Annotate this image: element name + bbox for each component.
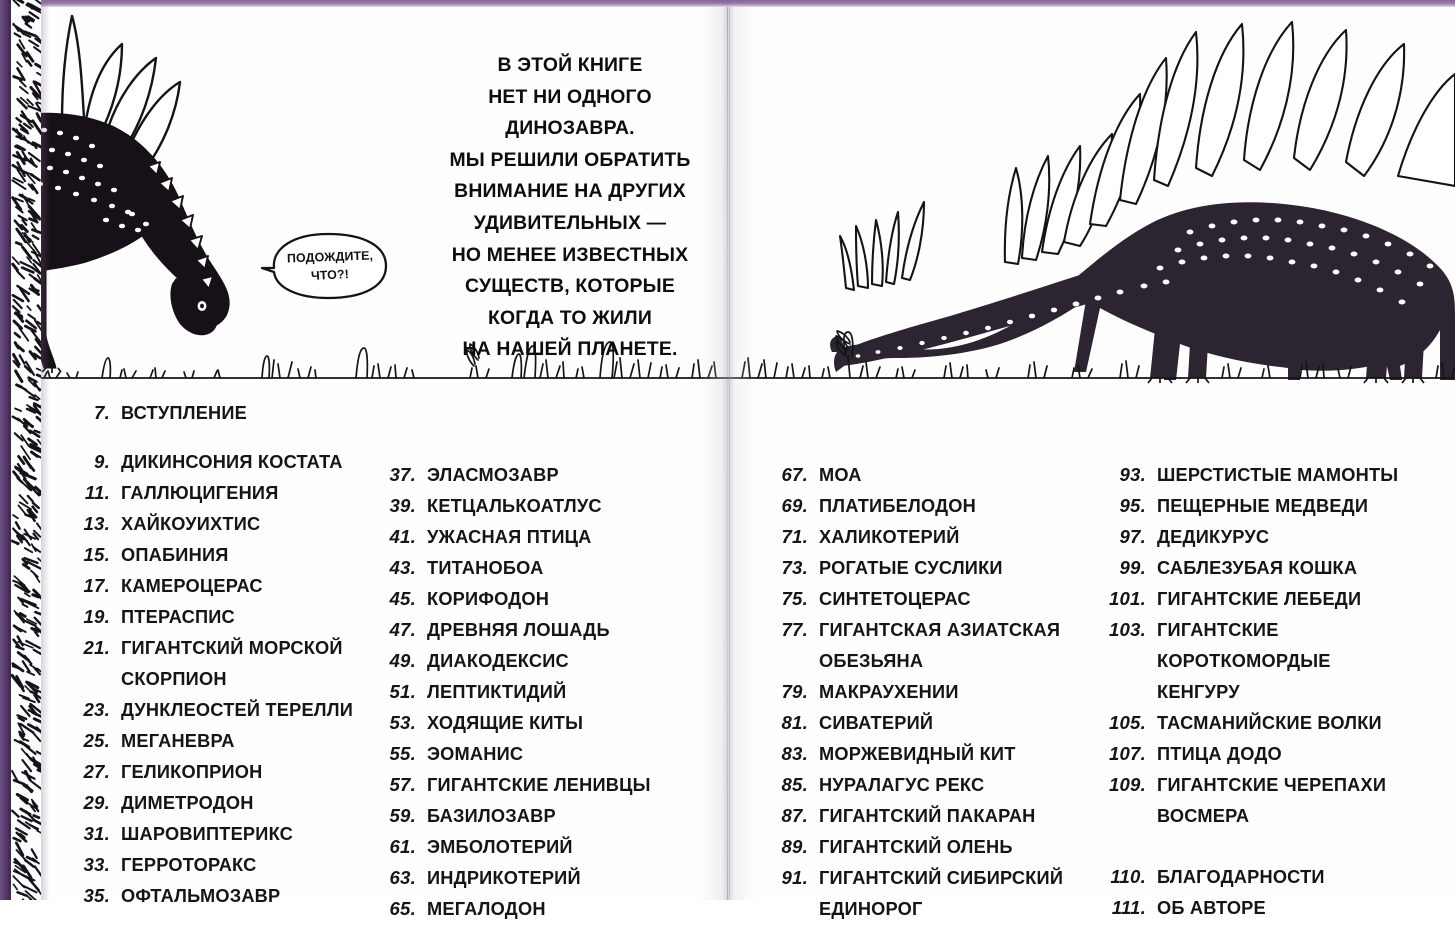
toc-page-number: 33. [83, 853, 110, 875]
toc-page-number: 87. [781, 805, 808, 826]
toc-entry[interactable] [62, 540, 362, 571]
toc-entry-label: ДУНКЛЕОСТЕЙ ТЕРЕЛЛИ [121, 699, 354, 720]
toc-entry-label: ПЕЩЕРНЫЕ МЕДВЕДИ [1157, 496, 1369, 516]
toc-entry[interactable] [1090, 893, 1430, 924]
toc-column-4 [1090, 442, 1430, 924]
toc-entry-label: ВСТУПЛЕНИЕ [121, 403, 248, 423]
toc-entry-label: ОПАБИНИЯ [121, 544, 229, 565]
toc-entry-label: ГИГАНТСКИЕ [1157, 620, 1279, 640]
toc-entry-label: ПТИЦА ДОДО [1157, 744, 1282, 764]
toc-entry[interactable] [760, 615, 1080, 646]
toc-entry-label: САБЛЕЗУБАЯ КОШКА [1157, 558, 1358, 578]
toc-entry[interactable] [368, 739, 668, 770]
intro-line-5: ВНИМАНИЕ НА ДРУГИХ [454, 180, 686, 203]
toc-entry[interactable] [1090, 646, 1430, 677]
toc-page-number: 17. [83, 574, 110, 596]
toc-entry-label: КОРОТКОМОРДЫЕ [1157, 651, 1331, 671]
toc-entry-label: МАКРАУХЕНИИ [819, 682, 959, 702]
intro-line-8: СУЩЕСТВ, КОТОРЫЕ [465, 275, 675, 298]
toc-page-number: 11. [84, 481, 110, 503]
toc-page-number: 25. [83, 729, 110, 751]
toc-entry[interactable] [760, 863, 1080, 894]
toc-page-number: 47. [389, 619, 416, 640]
toc-entry[interactable] [62, 819, 362, 850]
toc-entry-label: ПТЕРАСПИС [121, 606, 235, 627]
toc-entry-label: ГЕРРОТОРАКС [121, 854, 257, 875]
toc-entry-label: ШАРОВИПТЕРИКС [121, 823, 294, 844]
toc-entry-label: ЭЛАСМОЗАВР [427, 465, 559, 485]
toc-page-number: 9. [94, 450, 110, 472]
toc-entry[interactable] [760, 584, 1080, 615]
toc-page-number: 109. [1108, 774, 1146, 795]
toc-entry[interactable] [368, 801, 668, 832]
toc-entry[interactable] [62, 664, 362, 695]
toc-page-number: 49. [389, 650, 416, 671]
toc-entry-label: ГАЛЛЮЦИГЕНИЯ [121, 482, 279, 503]
toc-entry-label: ГИГАНТСКИЕ ЧЕРЕПАХИ [1157, 775, 1387, 795]
toc-entry-label: ДИАКОДЕКСИС [427, 651, 569, 671]
toc-entry[interactable] [760, 832, 1080, 863]
toc-page-number: 7. [94, 402, 110, 423]
toc-page-number: 15. [83, 543, 110, 565]
cover-hatch-pattern [11, 0, 41, 900]
toc-page-number: 111. [1111, 896, 1146, 918]
toc-column-3 [760, 442, 1080, 925]
toc-entry[interactable] [760, 677, 1080, 708]
toc-page-number: 79. [781, 681, 808, 702]
toc-entry[interactable] [760, 522, 1080, 553]
toc-page-number: 13. [83, 512, 110, 534]
toc-page-number: 37. [389, 464, 416, 485]
toc-entry[interactable] [62, 478, 362, 509]
toc-entry-label: МЕГАНЕВРА [121, 730, 235, 751]
toc-entry-label: ЕДИНОРОГ [819, 899, 923, 919]
toc-entry[interactable] [62, 602, 362, 633]
toc-entry[interactable] [368, 770, 668, 801]
toc-entry[interactable] [62, 571, 362, 602]
toc-entry-label: БЛАГОДАРНОСТИ [1157, 866, 1325, 887]
toc-entry-label: ЭОМАНИС [427, 744, 524, 764]
toc-entry-label: ГИГАНТСКИЕ ЛЕНИВЦЫ [427, 775, 651, 795]
bubble-line-2: ЧТО?! [310, 266, 350, 283]
toc-entry-label: УЖАСНАЯ ПТИЦА [427, 527, 592, 547]
book-gutter-line [727, 0, 728, 900]
toc-column-2 [368, 442, 668, 925]
toc-entry[interactable] [62, 509, 362, 540]
toc-page-number: 95. [1119, 495, 1146, 516]
toc-entry-label: СИНТЕТОЦЕРАС [819, 589, 971, 609]
toc-entry[interactable] [1090, 862, 1430, 893]
toc-entry[interactable] [1090, 770, 1430, 801]
toc-page-number: 61. [389, 836, 416, 857]
toc-entry[interactable] [1090, 522, 1430, 553]
toc-entry-label: РОГАТЫЕ СУСЛИКИ [819, 558, 1003, 578]
cover-hatch-fade [41, 0, 50, 900]
toc-entry[interactable] [368, 832, 668, 863]
toc-entry-label: ОБЕЗЬЯНА [819, 651, 924, 671]
right-page-edge [729, 5, 730, 900]
intro-line-1: В ЭТОЙ КНИГЕ [497, 54, 643, 76]
toc-entry-label: ШЕРСТИСТЫЕ МАМОНТЫ [1157, 465, 1399, 485]
toc-page-number: 21. [83, 636, 110, 658]
toc-entry[interactable] [62, 633, 362, 664]
toc-page-number: 45. [389, 588, 416, 609]
toc-entry-label: ИНДРИКОТЕРИЙ [427, 868, 581, 888]
toc-page-number: 99. [1119, 557, 1146, 578]
toc-entry[interactable] [760, 739, 1080, 770]
toc-page-number: 81. [781, 712, 808, 733]
toc-entry[interactable] [368, 863, 668, 894]
toc-entry-label: ОФТАЛЬМОЗАВР [121, 885, 281, 906]
toc-entry-label: СИВАТЕРИЙ [819, 713, 934, 733]
toc-page-number: 83. [781, 743, 808, 764]
toc-page-number: 53. [389, 712, 416, 733]
intro-line-2: НЕТ НИ ОДНОГО [488, 85, 652, 108]
toc-entry[interactable] [760, 770, 1080, 801]
toc-entry[interactable] [368, 677, 668, 708]
toc-entry-label: ГИГАНТСКИЙ СИБИРСКИЙ [819, 868, 1064, 888]
toc-entry-label: ВОСМЕРА [1157, 806, 1250, 826]
toc-entry-label: КОРИФОДОН [427, 589, 550, 609]
toc-page-number: 35. [83, 884, 110, 906]
toc-entry-label: ХАЙКОУИХТИС [121, 513, 261, 534]
toc-entry[interactable] [62, 398, 362, 429]
toc-entry-label: ХОДЯЩИЕ КИТЫ [427, 713, 584, 733]
toc-entry[interactable] [62, 788, 362, 819]
toc-entry[interactable] [368, 584, 668, 615]
toc-entry-label: МОРЖЕВИДНЫЙ КИТ [819, 744, 1016, 764]
toc-entry[interactable] [760, 491, 1080, 522]
intro-line-6: УДИВИТЕЛЬНЫХ — [473, 211, 667, 234]
toc-entry-label: ПЛАТИБЕЛОДОН [819, 496, 976, 516]
toc-entry-label: ТИТАНОБОА [427, 558, 544, 578]
toc-entry[interactable] [62, 695, 362, 726]
toc-entry[interactable] [1090, 739, 1430, 770]
toc-page-number: 97. [1119, 526, 1146, 547]
toc-entry-label: ТАСМАНИЙСКИЕ ВОЛКИ [1157, 713, 1382, 733]
toc-page-number: 67. [781, 464, 808, 485]
toc-page-number: 55. [389, 743, 416, 764]
toc-entry[interactable] [62, 850, 362, 881]
toc-page-number: 71. [781, 526, 808, 547]
toc-entry-label: КАМЕРОЦЕРАС [121, 575, 263, 596]
toc-entry[interactable] [1090, 460, 1430, 491]
cover-top-edge [0, 0, 1455, 7]
toc-entry-label: ГИГАНТСКИЕ ЛЕБЕДИ [1157, 589, 1362, 609]
toc-entry-label: НУРАЛАГУС РЕКС [819, 775, 985, 795]
toc-page-number: 31. [83, 822, 110, 844]
toc-page-number: 93. [1119, 464, 1146, 485]
toc-entry[interactable] [368, 646, 668, 677]
toc-page-number: 19. [83, 605, 110, 627]
toc-entry[interactable] [1090, 708, 1430, 739]
toc-entry[interactable] [62, 757, 362, 788]
toc-page-number: 105. [1108, 712, 1146, 733]
toc-column-1 [62, 398, 362, 912]
toc-entry[interactable] [62, 881, 362, 912]
toc-entry[interactable] [1090, 801, 1430, 832]
intro-line-9: КОГДА ТО ЖИЛИ [488, 306, 652, 329]
toc-entry-label: МОА [819, 465, 862, 485]
toc-entry[interactable] [368, 553, 668, 584]
toc-page-number: 110. [1110, 865, 1146, 887]
toc-entry-label: ОБ АВТОРЕ [1157, 897, 1266, 918]
toc-page-number: 27. [83, 760, 110, 782]
intro-paragraph [420, 50, 720, 366]
toc-page-number: 73. [781, 557, 808, 578]
toc-page-number: 91. [781, 867, 808, 888]
toc-entry[interactable] [368, 491, 668, 522]
toc-page-number: 39. [389, 495, 416, 516]
toc-entry[interactable] [760, 553, 1080, 584]
toc-page-number: 103. [1108, 619, 1146, 640]
toc-entry-label: ГИГАНТСКАЯ АЗИАТСКАЯ [819, 620, 1061, 640]
cover-spine-edge [0, 0, 11, 900]
intro-line-3: ДИНОЗАВРА. [505, 117, 635, 140]
toc-entry[interactable] [1090, 553, 1430, 584]
toc-entry-label: СКОРПИОН [121, 668, 227, 689]
toc-entry[interactable] [760, 894, 1080, 925]
toc-page-number: 101. [1108, 588, 1146, 609]
toc-entry[interactable] [1090, 615, 1430, 646]
toc-page-number: 41. [389, 526, 416, 547]
toc-page-number: 75. [781, 588, 808, 609]
toc-entry[interactable] [760, 646, 1080, 677]
intro-line-10: НА НАШЕЙ ПЛАНЕТЕ. [462, 338, 678, 361]
toc-entry-label: КЕТЦАЛЬКОАТЛУС [427, 496, 602, 516]
intro-line-7: НО МЕНЕЕ ИЗВЕСТНЫХ [451, 243, 689, 266]
toc-entry-label: ГИГАНТСКИЙ МОРСКОЙ [121, 637, 343, 658]
toc-entry-label: ЛЕПТИКТИДИЙ [427, 682, 567, 702]
toc-entry-label: ДИМЕТРОДОН [121, 792, 254, 813]
toc-entry-label: ГИГАНТСКИЙ ОЛЕНЬ [819, 837, 1013, 857]
toc-entry-label: ДРЕВНЯЯ ЛОШАДЬ [427, 620, 610, 640]
toc-page-number: 77. [781, 619, 808, 640]
speech-bubble [262, 232, 398, 300]
toc-entry-label: ГИГАНТСКИЙ ПАКАРАН [819, 806, 1036, 826]
toc-entry-label: ГЕЛИКОПРИОН [121, 761, 263, 782]
toc-entry[interactable] [368, 522, 668, 553]
toc-entry[interactable] [368, 894, 668, 925]
toc-page-number: 59. [389, 805, 416, 826]
toc-entry[interactable] [368, 615, 668, 646]
toc-page-number: 63. [389, 867, 416, 888]
toc-page-number: 89. [781, 836, 808, 857]
toc-entry-label: ХАЛИКОТЕРИЙ [819, 527, 960, 547]
toc-entry[interactable] [368, 708, 668, 739]
toc-page-number: 43. [389, 557, 416, 578]
toc-entry-label: ДИКИНСОНИЯ КОСТАТА [121, 451, 343, 472]
toc-page-number: 107. [1108, 743, 1146, 764]
toc-entry[interactable] [760, 708, 1080, 739]
toc-entry[interactable] [1090, 584, 1430, 615]
toc-entry[interactable] [760, 460, 1080, 491]
toc-page-number: 57. [389, 774, 416, 795]
bubble-line-1: ПОДОЖДИТЕ, [286, 248, 374, 265]
toc-entry-label: БАЗИЛОЗАВР [427, 806, 556, 826]
toc-entry-label: МЕГАЛОДОН [427, 899, 546, 919]
toc-page-number: 85. [781, 774, 808, 795]
toc-page-number: 69. [781, 495, 808, 516]
toc-entry-label: ЭМБОЛОТЕРИЙ [427, 837, 573, 857]
toc-entry[interactable] [368, 460, 668, 491]
toc-entry[interactable] [1090, 677, 1430, 708]
toc-entry[interactable] [62, 726, 362, 757]
toc-entry[interactable] [1090, 491, 1430, 522]
toc-page-number: 51. [389, 681, 416, 702]
toc-page-number: 23. [83, 698, 110, 720]
intro-line-4: МЫ РЕШИЛИ ОБРАТИТЬ [449, 148, 691, 171]
toc-page-number: 65. [389, 898, 416, 919]
toc-entry-label: ДЕДИКУРУС [1157, 527, 1270, 547]
toc-entry-label: КЕНГУРУ [1157, 682, 1240, 702]
toc-page-number: 29. [83, 791, 110, 813]
toc-entry[interactable] [62, 447, 362, 478]
toc-entry[interactable] [760, 801, 1080, 832]
